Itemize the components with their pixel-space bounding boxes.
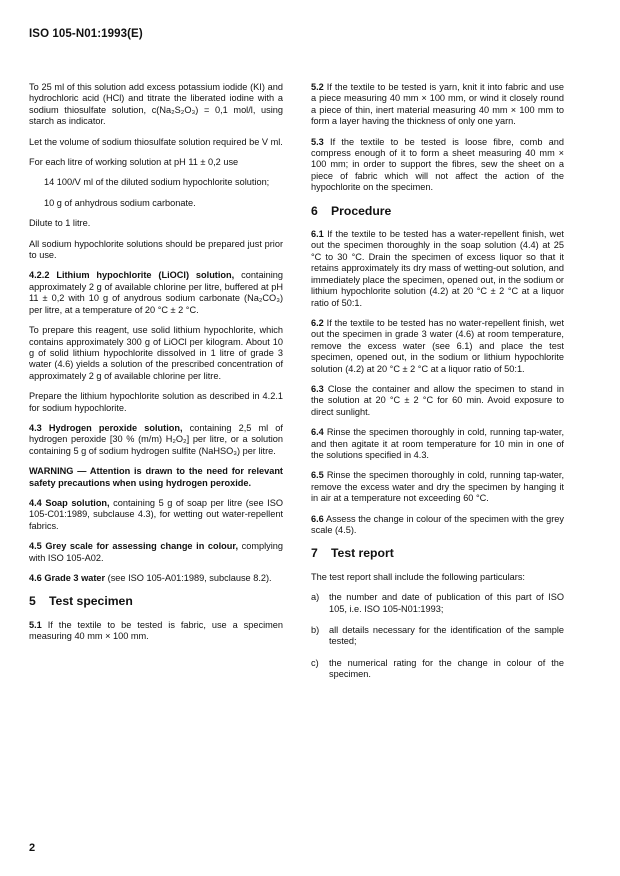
clause-6-6 (311, 514, 564, 537)
clause-heading: 6.4 (311, 427, 324, 438)
right-column (311, 82, 564, 691)
list-key: c) (311, 657, 319, 668)
clause-text: Rinse the specimen thoroughly in cold, running tap-water, and then agitate it at room temperature for 10 min in one of the solutions specified in 4.3. (311, 427, 564, 460)
clause-text: (see ISO 105-A01:1989, subclause 8.2). (107, 573, 272, 583)
clause-text: If the textile to be tested is fabric, use a specimen measuring 40 mm × 100 mm. (29, 619, 283, 642)
list-text: the number and date of publication of this part of ISO 105, i.e. ISO 105-N01:1993; (329, 592, 564, 614)
section-heading-6 (311, 203, 564, 218)
paragraph: Prepare the lithium hypochlorite solution as described in 4.2.1 for sodium hypochlorite. (29, 391, 283, 413)
paragraph: To 25 ml of this solution add excess potassium iodide (KI) and hydrochloric acid (HCl) and titrate the liberated iodine with a sodium thiosulfate solution, c(Na₂S₂O₃) = 0,1 mol/l, using starch as indicator. (29, 82, 283, 127)
section-title: Test report (331, 546, 394, 561)
left-column (29, 82, 283, 652)
clause-text: containing approximately 2 g of available chlorine per litre, buffered at pH 11 ± 0,2 with 10 g of anydrous sodium carbonate (Na₂CO₃) per litre, at a temperature of 20 °C ± 2 °C. (29, 270, 283, 315)
clause-text: containing 5 g of soap per litre (see ISO 105-C01:1989, subclause 4.3), for wetting out water-repellent fabrics. (29, 497, 283, 531)
clause-4-4 (29, 498, 283, 532)
clause-text: If the textile to be tested is loose fibre, comb and compress enough of it to form a sheet measuring 40 mm × 100 mm; in order to support the fibres, sew the sheet on a piece of fabric which will not affect the action of the hypochlorite on the specimen. (311, 136, 564, 193)
clause-heading: 6.3 (311, 383, 324, 394)
clause-text: complying with ISO 105-A02. (29, 541, 284, 563)
paragraph: All sodium hypochlorite solutions should be prepared just prior to use. (29, 238, 283, 261)
clause-heading: 5.2 (311, 82, 324, 92)
paragraph: The test report shall include the following particulars: (311, 571, 525, 582)
paragraph: To prepare this reagent, use solid lithium hypochlorite, which contains approximately 300 g of LiOCl per kilogram. About 10 g of solid lithium hypochlorite dissolved in 1 litre of grade 3 water (4.6) yields a solution of the prescribed concentration of approximately 2 g of available chlorine per litre. (29, 325, 283, 381)
warning-text: WARNING — Attention is drawn to the need for relevant safety precautions when using hydrogen peroxide. (29, 466, 283, 488)
clause-6-2 (311, 318, 564, 375)
clause-text: Assess the change in colour of the specimen with the grey scale (4.5). (311, 513, 564, 535)
list-text: all details necessary for the identification of the sample tested; (329, 625, 564, 647)
document-header: ISO 105-N01:1993(E) (29, 28, 143, 40)
list-key: b) (311, 625, 320, 636)
clause-heading: 4.5 Grey scale for assessing change in colour, (29, 541, 239, 552)
clause-heading: 4.3 Hydrogen peroxide solution, (29, 422, 183, 433)
clause-heading: 6.6 (311, 513, 324, 524)
clause-4-5 (29, 541, 283, 564)
section-heading-5 (29, 596, 283, 607)
section-heading-7 (311, 548, 564, 559)
clause-4-3 (29, 423, 283, 457)
clause-text: Rinse the specimen thoroughly in cold, running tap-water, remove the excess water and dry the specimen by hanging it in air at a temperature not exceeding 60 °C. (311, 470, 564, 504)
indented-paragraph: 14 100/V ml of the diluted sodium hypochlorite solution; (44, 177, 270, 188)
clause-5-1 (29, 620, 283, 643)
clause-heading: 5.3 (311, 136, 324, 147)
clause-heading: 6.5 (311, 470, 324, 481)
clause-5-2 (311, 82, 564, 128)
section-title: Procedure (331, 203, 392, 218)
list-item (311, 658, 564, 681)
clause-heading: 4.6 Grade 3 water (29, 573, 106, 583)
list-item (311, 625, 564, 648)
clause-text: containing 2,5 ml of hydrogen peroxide [30 % (m/m) H₂O₂] per litre, or a solution containing 5 g of sodium hydrogen sulfite (NaHSO₃) per litre. (29, 422, 283, 456)
clause-heading: 6.2 (311, 317, 324, 328)
section-number: 7 (311, 546, 318, 561)
section-number: 6 (311, 203, 318, 218)
clause-6-5 (311, 470, 564, 504)
list-text: the numerical rating for the change in colour of the specimen. (329, 657, 564, 680)
clause-text: If the textile to be tested is yarn, knit it into fabric and use a piece measuring 40 mm × 100 mm, or wind it closely round a piece of thin, inert material measuring 40 mm × 100 mm to form a layer having the thickness of only one yarn. (311, 82, 565, 127)
list-key: a) (311, 592, 320, 603)
paragraph: Let the volume of sodium thiosulfate solution required be V ml. (29, 136, 283, 147)
warning-note (29, 466, 283, 489)
section-number: 5 (29, 594, 36, 609)
section-title: Test specimen (49, 594, 133, 609)
paragraph: Dilute to 1 litre. (29, 218, 91, 229)
clause-heading: 4.2.2 Lithium hypochlorite (LiOCl) solution, (29, 270, 235, 281)
clause-text: If the textile to be tested has no water-repellent finish, wet out the specimen in grade 3 water (4.6) at room temperature, remove the excess water (see 6.1) and place the test specimen, opened out, in the sodium or lithium hypochlorite solution (4.2) at 20 °C ± 2 °C at a liquor ratio of 50:1. (311, 317, 564, 374)
clause-heading: 6.1 (311, 229, 324, 240)
clause-text: Close the container and allow the specimen to stand in the solution at 20 °C ± 2 °C for 60 min. Avoid exposure to direct sunlight. (311, 383, 564, 417)
clause-heading: 4.4 Soap solution, (29, 497, 110, 508)
clause-4-2-2 (29, 270, 283, 316)
clause-6-1 (311, 229, 564, 309)
indented-paragraph: 10 g of anhydrous sodium carbonate. (44, 197, 196, 208)
page-number: 2 (29, 842, 36, 854)
clause-6-4 (311, 427, 564, 461)
paragraph: For each litre of working solution at pH 11 ± 0,2 use (29, 157, 239, 168)
clause-text: If the textile to be tested has a water-repellent finish, wet out the specimen thoroughly in the soap solution (4.4) at 25 °C to 30 °C. Drain the specimen of excess liquor so that it retains approximately its dry mass of wetting-out solution, and immediately place the specimen, opened out, in the sodium or lithium hypochlorite solution (4.2) at 20 °C ± 2 °C at a liquor ratio of 50:1. (311, 229, 564, 308)
clause-heading: 5.1 (29, 619, 42, 630)
clause-5-3 (311, 137, 564, 194)
list-item (311, 592, 564, 615)
clause-6-3 (311, 384, 564, 418)
clause-4-6 (29, 573, 283, 584)
